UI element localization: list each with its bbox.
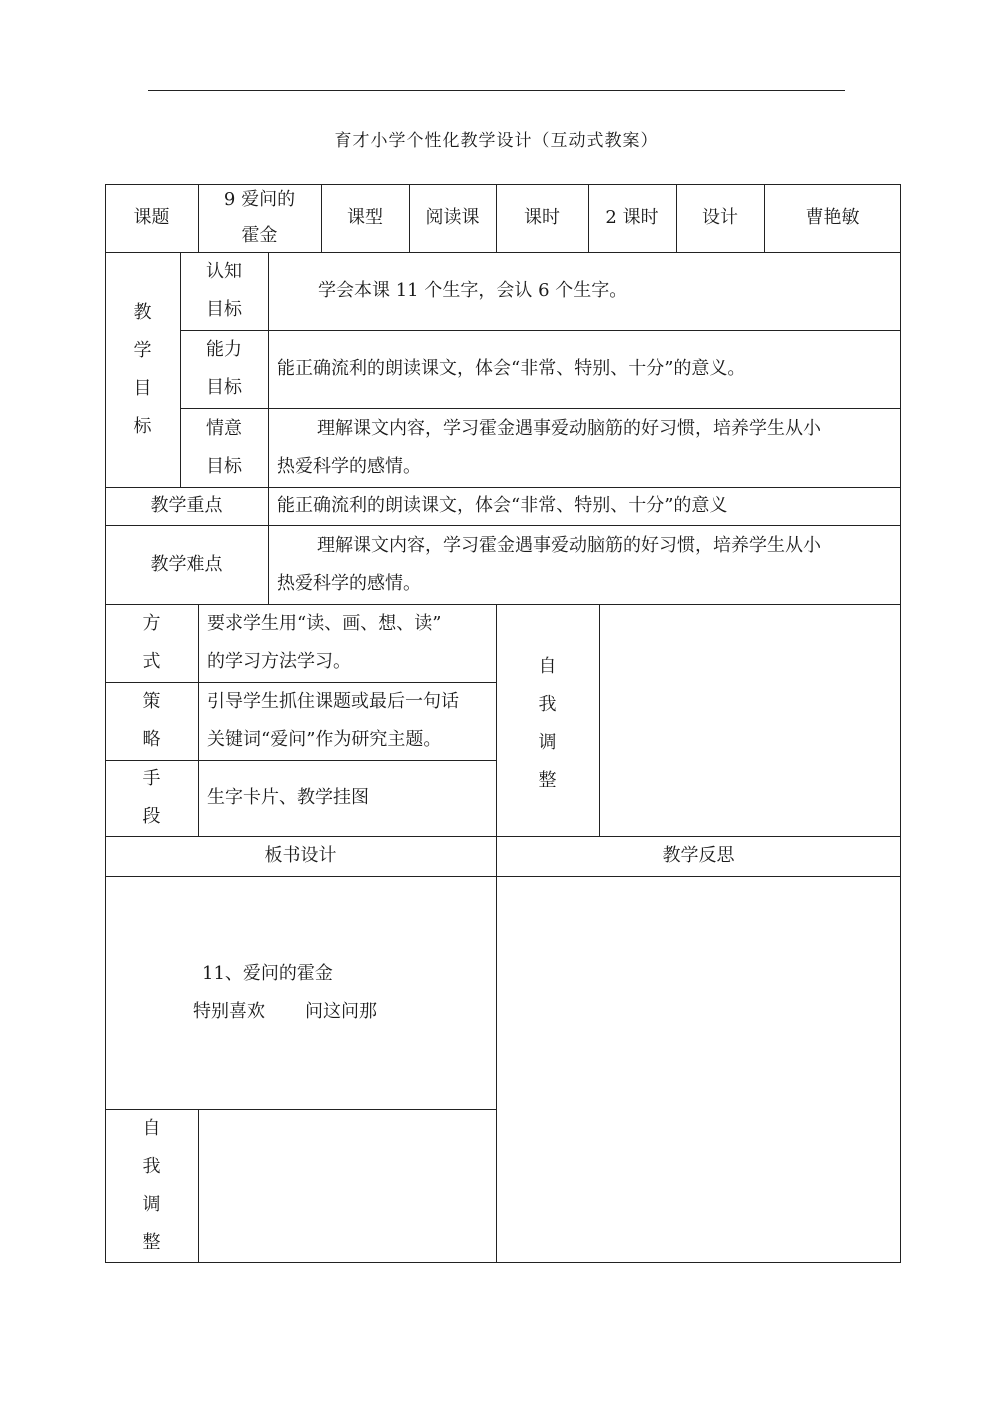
grid-line: [105, 525, 901, 526]
means-label-char: 段: [142, 806, 161, 827]
difficulty-text: [268, 525, 901, 604]
board-line-2: [193, 993, 377, 1031]
difficulty-label: 教学难点: [150, 553, 223, 575]
grid-line: [180, 252, 181, 487]
designer-label: 设计: [702, 207, 738, 228]
means-text: 生字卡片、教学挂图: [207, 787, 369, 808]
reflection-content[interactable]: [496, 876, 901, 1262]
emotion-goal-label: [180, 408, 268, 487]
goals-section-label: [105, 252, 180, 487]
mode-label-char: 式: [142, 651, 161, 672]
mode-text-line1: 要求学生用“读、画、想、读”: [207, 613, 442, 634]
type-value: 阅读课: [425, 207, 480, 228]
topic-value-line2: 霍金: [241, 225, 278, 246]
header-rule: [148, 90, 845, 91]
grid-line: [105, 252, 901, 253]
grid-line: [321, 184, 322, 252]
designer-value: 曹艳敏: [805, 207, 860, 228]
goals-label-char: 学: [133, 339, 152, 361]
methods-self-adjust-value[interactable]: [599, 604, 901, 836]
grid-line: [676, 184, 677, 252]
grid-line: [180, 408, 901, 409]
grid-line: [105, 487, 901, 488]
emotion-text-line1: 理解课文内容，学习霍金遇事爱动脑筋的好习惯，培养学生从小: [317, 417, 821, 439]
self-adjust-char: 自: [538, 656, 557, 677]
table-border: [105, 1262, 901, 1263]
board-line-2a: 特别喜欢: [193, 1001, 265, 1022]
table-border: [900, 184, 901, 1263]
cognitive-label-line1: 认知: [206, 261, 242, 282]
self-adjust-char: 整: [538, 770, 557, 791]
table-border: [105, 184, 901, 185]
grid-line: [105, 836, 901, 837]
board-line-2b: 问这问那: [305, 1001, 377, 1022]
board-line-1: 11、爱问的霍金: [202, 963, 333, 984]
grid-line: [268, 252, 269, 604]
grid-line: [105, 682, 496, 683]
ability-goal-label: [180, 330, 268, 408]
bottom-self-adjust-value[interactable]: [198, 1109, 496, 1262]
reflection-label: 教学反思: [662, 845, 735, 866]
grid-line: [198, 604, 199, 836]
grid-line: [105, 876, 901, 877]
period-label: 课时: [524, 207, 560, 228]
grid-line: [496, 604, 497, 1262]
bottom-self-adjust-label: [105, 1109, 198, 1262]
goals-label-char: 标: [133, 415, 152, 437]
period-value: 2 课时: [605, 207, 659, 228]
strategy-text-line2: 关键词“爱问”作为研究主题。: [207, 729, 442, 750]
goals-label-char: 教: [133, 301, 152, 323]
grid-line: [105, 760, 496, 761]
self-adjust-char: 我: [142, 1155, 161, 1177]
ability-label-line1: 能力: [206, 339, 242, 360]
self-adjust-char: 自: [142, 1117, 161, 1139]
methods-self-adjust-label: [496, 604, 599, 836]
table-border: [105, 184, 106, 1263]
grid-line: [764, 184, 765, 252]
cognitive-label-line2: 目标: [206, 299, 242, 320]
emotion-label-line1: 情意: [206, 417, 242, 439]
emotion-goal-text: [268, 408, 901, 487]
emotion-text-line2: 热爱科学的感情。: [277, 455, 421, 477]
self-adjust-char: 我: [538, 694, 557, 715]
type-label: 课型: [347, 207, 383, 228]
ability-label-line2: 目标: [206, 377, 242, 398]
ability-goal-text: 能正确流利的朗读课文，体会“非常、特别、十分”的意义。: [277, 358, 746, 379]
board-design-content: [105, 876, 496, 1109]
grid-line: [105, 604, 901, 605]
difficulty-text-line1: 理解课文内容，学习霍金遇事爱动脑筋的好习惯，培养学生从小: [317, 534, 821, 556]
page-title: 育才小学个性化教学设计（互动式教案）: [334, 131, 659, 151]
cognitive-goal-text: 学会本课 11 个生字，会认 6 个生字。: [318, 280, 628, 301]
grid-line: [599, 604, 600, 836]
key-point-label: 教学重点: [150, 495, 223, 516]
means-label-char: 手: [142, 768, 161, 789]
strategy-label: [105, 682, 198, 760]
grid-line: [180, 330, 901, 331]
topic-value: [198, 184, 321, 252]
strategy-label-char: 策: [142, 691, 161, 712]
mode-label: [105, 604, 198, 682]
strategy-label-char: 略: [142, 729, 161, 750]
self-adjust-char: 调: [538, 732, 557, 753]
means-label: [105, 760, 198, 836]
strategy-text: [198, 682, 496, 760]
grid-line: [198, 184, 199, 252]
key-point-text: 能正确流利的朗读课文，体会“非常、特别、十分”的意义: [277, 495, 728, 516]
self-adjust-char: 调: [142, 1193, 161, 1215]
mode-text: [198, 604, 496, 682]
grid-line: [198, 1109, 199, 1262]
mode-text-line2: 的学习方法学习。: [207, 651, 351, 672]
board-design-label: 板书设计: [264, 845, 337, 866]
cognitive-goal-label: [180, 252, 268, 330]
topic-label: 课题: [133, 207, 170, 228]
self-adjust-char: 整: [142, 1231, 161, 1253]
grid-line: [409, 184, 410, 252]
mode-label-char: 方: [142, 613, 161, 634]
grid-line: [496, 184, 497, 252]
difficulty-text-line2: 热爱科学的感情。: [277, 572, 421, 594]
strategy-text-line1: 引导学生抓住课题或最后一句话: [207, 691, 459, 712]
emotion-label-line2: 目标: [206, 455, 242, 477]
goals-label-char: 目: [133, 377, 152, 399]
topic-value-line1: 9 爱问的: [223, 189, 296, 210]
grid-line: [588, 184, 589, 252]
grid-line: [105, 1109, 496, 1110]
